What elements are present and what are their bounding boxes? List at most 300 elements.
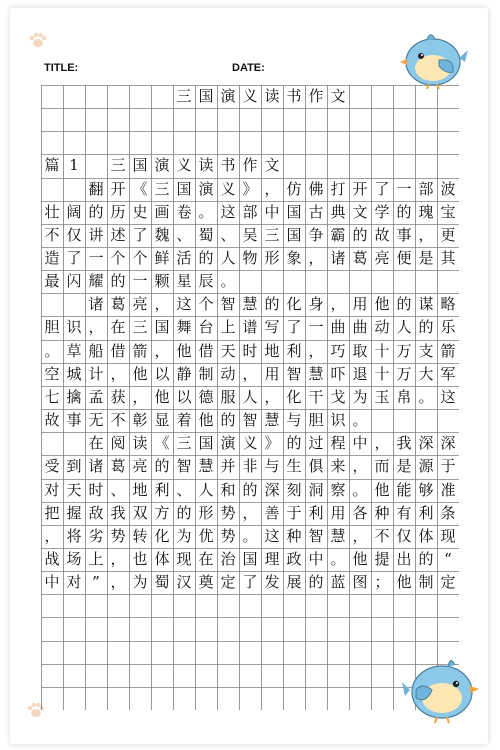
grid-char: 对 — [66, 573, 82, 592]
grid-char: 台 — [198, 318, 214, 337]
grid-char: 并 — [220, 457, 236, 476]
grid-char: 双 — [132, 503, 148, 522]
grid-char: ， — [44, 526, 60, 545]
grid-char: 于 — [440, 457, 456, 476]
grid-char: 体 — [418, 526, 434, 545]
grid-char: 动 — [220, 364, 236, 383]
grid-char: 了 — [374, 179, 390, 198]
grid-char: 无 — [88, 411, 104, 430]
grid-char: 在 — [88, 434, 104, 453]
grid-char: 卷 — [176, 202, 192, 221]
grid-char: 的 — [286, 434, 302, 453]
grid-char: 与 — [286, 411, 302, 430]
grid-char: 于 — [286, 503, 302, 522]
grid-char: 深 — [418, 434, 434, 453]
grid-char: 把 — [44, 503, 60, 522]
grid-char: 时 — [88, 480, 104, 499]
grid-char: 生 — [286, 457, 302, 476]
grid-char: 壮 — [44, 202, 60, 221]
grid-char: 和 — [220, 480, 236, 499]
grid-char: ， — [242, 503, 258, 522]
grid-char: 他 — [154, 387, 170, 406]
grid-char: 颗 — [154, 272, 170, 291]
grid-char: 乐 — [440, 318, 456, 337]
grid-char: 曲 — [352, 318, 368, 337]
grid-char: 化 — [286, 387, 302, 406]
grid-char: 国 — [198, 434, 214, 453]
grid-char: 。 — [198, 202, 214, 221]
grid-char: 略 — [440, 295, 456, 314]
grid-char: 演 — [220, 434, 236, 453]
grid-char: 波 — [440, 179, 456, 198]
grid-char: 争 — [308, 225, 324, 244]
grid-char: 戈 — [330, 387, 346, 406]
grid-char: 的 — [352, 225, 368, 244]
grid-char: 更 — [440, 225, 456, 244]
grid-char: 辰 — [198, 272, 214, 291]
grid-char: 星 — [176, 272, 192, 291]
grid-char: ， — [308, 249, 324, 268]
grid-char: 舞 — [176, 318, 192, 337]
grid-char: 他 — [132, 364, 148, 383]
grid-char: 用 — [264, 364, 280, 383]
grid-char: 服 — [220, 387, 236, 406]
grid-char: 治 — [220, 549, 236, 568]
grid-char: 势 — [220, 503, 236, 522]
grid-char: 人 — [220, 249, 236, 268]
grid-char: 事 — [66, 411, 82, 430]
grid-char: 述 — [110, 225, 126, 244]
grid-char: 历 — [110, 202, 126, 221]
grid-char: 大 — [418, 364, 434, 383]
grid-char: 够 — [418, 480, 434, 499]
grid-char: 了 — [286, 318, 302, 337]
grid-char: 这 — [220, 202, 236, 221]
grid-char: 智 — [286, 364, 302, 383]
grid-char: ， — [132, 387, 148, 406]
grid-char: 故 — [44, 411, 60, 430]
grid-char: 的 — [396, 202, 412, 221]
grid-char: 耀 — [88, 272, 104, 291]
grid-char: 显 — [154, 411, 170, 430]
grid-char: 用 — [352, 295, 368, 314]
grid-char: 草 — [66, 341, 82, 360]
writing-grid — [41, 85, 459, 710]
grid-char: 静 — [176, 364, 192, 383]
grid-char: 典 — [330, 202, 346, 221]
grid-char: 为 — [352, 387, 368, 406]
grid-char: 七 — [44, 387, 60, 406]
grid-char: 他 — [198, 411, 214, 430]
grid-char: 势 — [110, 526, 126, 545]
grid-char: 智 — [176, 457, 192, 476]
grid-char: 写 — [264, 318, 280, 337]
grid-char: 天 — [66, 480, 82, 499]
grid-char: ， — [330, 295, 346, 314]
grid-char: 仿 — [286, 179, 302, 198]
grid-char: 。 — [330, 549, 346, 568]
grid-char: 瑰 — [418, 202, 434, 221]
grid-char: 三 — [264, 225, 280, 244]
grid-char: 城 — [66, 364, 82, 383]
grid-char: 谋 — [418, 295, 434, 314]
grid-char: 他 — [352, 549, 368, 568]
grid-char: 奠 — [198, 573, 214, 592]
grid-char: 化 — [154, 526, 170, 545]
grid-char: 佛 — [308, 179, 324, 198]
grid-char: 是 — [418, 249, 434, 268]
grid-char: 故 — [374, 225, 390, 244]
grid-char: 这 — [176, 295, 192, 314]
grid-char: 、 — [110, 480, 126, 499]
grid-char: 是 — [396, 457, 412, 476]
grid-char: 》 — [264, 434, 280, 453]
grid-char: 军 — [440, 364, 456, 383]
grid-char: 十 — [374, 364, 390, 383]
grid-char: 国 — [176, 179, 192, 198]
grid-char: 物 — [242, 249, 258, 268]
grid-char: 优 — [198, 526, 214, 545]
grid-char: 书 — [286, 87, 302, 105]
grid-char: 仅 — [66, 225, 82, 244]
date-label: DATE: — [232, 62, 265, 74]
grid-char: 打 — [330, 179, 346, 198]
grid-char: ； — [374, 573, 390, 592]
grid-char: 开 — [352, 179, 368, 198]
grid-char: 上 — [220, 318, 236, 337]
grid-char: 个 — [132, 249, 148, 268]
grid-char: 而 — [374, 457, 390, 476]
grid-char: 了 — [132, 225, 148, 244]
grid-char: 人 — [198, 480, 214, 499]
grid-char: 读 — [198, 156, 214, 175]
grid-char: 文 — [352, 202, 368, 221]
grid-char: 的 — [264, 295, 280, 314]
grid-char: 制 — [198, 364, 214, 383]
grid-char: ， — [264, 179, 280, 198]
grid-char: 取 — [352, 341, 368, 360]
grid-char: 图 — [352, 573, 368, 592]
grid-char: 地 — [264, 341, 280, 360]
grid-char: 洞 — [308, 480, 324, 499]
grid-char: 以 — [154, 364, 170, 383]
grid-char: 刻 — [286, 480, 302, 499]
grid-char: 善 — [264, 503, 280, 522]
grid-char: 蓝 — [330, 573, 346, 592]
grid-char: ， — [110, 549, 126, 568]
grid-char: 劣 — [88, 526, 104, 545]
grid-char: 握 — [66, 503, 82, 522]
grid-char: 演 — [154, 156, 170, 175]
grid-char: 程 — [330, 434, 346, 453]
grid-char: 的 — [88, 202, 104, 221]
grid-char: 葛 — [110, 457, 126, 476]
paw-icon — [28, 30, 48, 50]
grid-char: ， — [154, 341, 170, 360]
grid-char: 彰 — [132, 411, 148, 430]
grid-char: ， — [418, 225, 434, 244]
grid-char: 读 — [264, 87, 280, 105]
grid-char: 定 — [440, 573, 456, 592]
grid-text — [41, 85, 459, 710]
grid-char: 箭 — [440, 341, 456, 360]
grid-char: ， — [308, 341, 324, 360]
grid-char: 亮 — [132, 457, 148, 476]
grid-char: 学 — [374, 202, 390, 221]
grid-char: 曲 — [330, 318, 346, 337]
grid-char: 深 — [440, 434, 456, 453]
grid-char: 慧 — [264, 411, 280, 430]
grid-char: 化 — [286, 295, 302, 314]
grid-char: 为 — [132, 573, 148, 592]
grid-char: 便 — [396, 249, 412, 268]
grid-char: 人 — [396, 318, 412, 337]
grid-char: 不 — [110, 411, 126, 430]
grid-char: 吴 — [242, 225, 258, 244]
grid-char: 智 — [220, 295, 236, 314]
grid-char: 、 — [176, 225, 192, 244]
grid-char: 的 — [418, 549, 434, 568]
grid-char: 活 — [176, 249, 192, 268]
grid-char: 汉 — [176, 573, 192, 592]
grid-char: 形 — [198, 503, 214, 522]
grid-char: 现 — [176, 549, 192, 568]
grid-char: 国 — [286, 225, 302, 244]
grid-char: 受 — [44, 457, 60, 476]
grid-char: 慧 — [242, 295, 258, 314]
grid-char: 过 — [308, 434, 324, 453]
grid-char: 利 — [308, 503, 324, 522]
grid-char: 国 — [154, 318, 170, 337]
grid-char: 三 — [110, 156, 126, 175]
grid-char: 巧 — [330, 341, 346, 360]
bird-icon — [397, 28, 469, 90]
grid-char: 利 — [418, 503, 434, 522]
grid-char: 一 — [396, 179, 412, 198]
grid-char: 空 — [44, 364, 60, 383]
grid-char: 画 — [154, 202, 170, 221]
grid-char: 源 — [418, 457, 434, 476]
grid-char: 亮 — [374, 249, 390, 268]
grid-char: 箭 — [132, 341, 148, 360]
grid-char: “ — [444, 549, 452, 568]
grid-char: 他 — [374, 480, 390, 499]
grid-char: 阔 — [66, 202, 82, 221]
grid-char: 的 — [418, 318, 434, 337]
grid-char: 退 — [352, 364, 368, 383]
grid-char: 战 — [44, 549, 60, 568]
grid-char: 孟 — [88, 387, 104, 406]
grid-char: 最 — [44, 272, 60, 291]
grid-char: 借 — [198, 341, 214, 360]
grid-char: 国 — [132, 156, 148, 175]
grid-char: 演 — [198, 179, 214, 198]
grid-char: 准 — [440, 480, 456, 499]
grid-char: 葛 — [110, 295, 126, 314]
grid-char: 提 — [374, 549, 390, 568]
grid-char: 的 — [220, 411, 236, 430]
grid-char: 德 — [198, 387, 214, 406]
grid-char: 船 — [88, 341, 104, 360]
grid-char: 蜀 — [154, 573, 170, 592]
grid-char: 识 — [330, 411, 346, 430]
grid-char: 帛 — [396, 387, 412, 406]
grid-char: 一 — [308, 318, 324, 337]
grid-char: 定 — [220, 573, 236, 592]
grid-char: 理 — [264, 549, 280, 568]
grid-char: 能 — [396, 480, 412, 499]
grid-char: 、 — [220, 225, 236, 244]
grid-char: 》 — [242, 179, 258, 198]
grid-char: 也 — [132, 549, 148, 568]
grid-char: 这 — [264, 526, 280, 545]
grid-char: 我 — [396, 434, 412, 453]
grid-char: 部 — [418, 179, 434, 198]
grid-char: 发 — [264, 573, 280, 592]
grid-char: 讲 — [88, 225, 104, 244]
grid-char: 我 — [110, 503, 126, 522]
grid-char: 文 — [330, 87, 346, 105]
grid-char: 在 — [110, 318, 126, 337]
grid-char: 转 — [132, 526, 148, 545]
grid-char: 翻 — [88, 179, 104, 198]
grid-char: 身 — [308, 295, 324, 314]
grid-char: 中 — [352, 434, 368, 453]
grid-char: ， — [110, 573, 126, 592]
grid-char: 义 — [176, 156, 192, 175]
grid-char: ， — [264, 387, 280, 406]
grid-char: 吓 — [330, 364, 346, 383]
grid-char: 展 — [286, 573, 302, 592]
grid-char: 霸 — [330, 225, 346, 244]
grid-char: 的 — [242, 480, 258, 499]
grid-char: 中 — [44, 573, 60, 592]
grid-char: 三 — [176, 434, 192, 453]
grid-char: 国 — [242, 549, 258, 568]
grid-char: 了 — [66, 249, 82, 268]
grid-char: 闪 — [66, 272, 82, 291]
grid-char: 读 — [132, 434, 148, 453]
grid-char: 的 — [396, 295, 412, 314]
grid-char: 义 — [242, 87, 258, 105]
grid-char: 种 — [286, 526, 302, 545]
grid-char: 的 — [308, 573, 324, 592]
grid-char: 察 — [330, 480, 346, 499]
grid-char: 宝 — [440, 202, 456, 221]
grid-char: 象 — [286, 249, 302, 268]
grid-char: 到 — [66, 457, 82, 476]
grid-char: 非 — [242, 457, 258, 476]
grid-char: ， — [110, 364, 126, 383]
grid-char: 着 — [176, 411, 192, 430]
grid-char: 。 — [418, 387, 434, 406]
grid-char: 葛 — [352, 249, 368, 268]
grid-char: 智 — [242, 411, 258, 430]
grid-char: 来 — [330, 457, 346, 476]
grid-char: 势 — [220, 526, 236, 545]
grid-char: 他 — [396, 573, 412, 592]
grid-char: 将 — [66, 526, 82, 545]
grid-char: 他 — [176, 341, 192, 360]
grid-char: 其 — [440, 249, 456, 268]
grid-char: 慧 — [198, 457, 214, 476]
grid-char: 一 — [132, 272, 148, 291]
grid-char: 为 — [176, 526, 192, 545]
grid-char: 种 — [374, 503, 390, 522]
grid-char: 阅 — [110, 434, 126, 453]
grid-char: 以 — [176, 387, 192, 406]
grid-char: 时 — [242, 341, 258, 360]
grid-char: 地 — [132, 480, 148, 499]
grid-char: 中 — [264, 202, 280, 221]
grid-char: 上 — [88, 549, 104, 568]
grid-char: 亮 — [132, 295, 148, 314]
grid-char: 擒 — [66, 387, 82, 406]
grid-char: 不 — [44, 225, 60, 244]
grid-char: 、 — [176, 480, 192, 499]
grid-char: ” — [92, 573, 100, 592]
grid-char: 史 — [132, 202, 148, 221]
grid-char: 形 — [264, 249, 280, 268]
grid-char: 仅 — [396, 526, 412, 545]
grid-char: 三 — [132, 318, 148, 337]
grid-char: 。 — [242, 526, 258, 545]
grid-char: ， — [154, 295, 170, 314]
grid-char: 敌 — [88, 503, 104, 522]
grid-char: 作 — [308, 87, 324, 105]
title-label: TITLE: — [44, 62, 79, 74]
grid-char: 义 — [242, 434, 258, 453]
grid-char: 获 — [110, 387, 126, 406]
grid-char: 对 — [44, 480, 60, 499]
grid-char: 万 — [396, 341, 412, 360]
grid-char: 篇 — [44, 156, 60, 175]
grid-char: 借 — [110, 341, 126, 360]
grid-char: 了 — [242, 573, 258, 592]
grid-char: 蜀 — [198, 225, 214, 244]
grid-char: 古 — [308, 202, 324, 221]
grid-char: 开 — [110, 179, 126, 198]
grid-char: ， — [88, 318, 104, 337]
grid-char: 的 — [154, 457, 170, 476]
grid-char: 慧 — [330, 526, 346, 545]
grid-char: 利 — [154, 480, 170, 499]
grid-char: 条 — [440, 503, 456, 522]
grid-char: 方 — [154, 503, 170, 522]
grid-char: 干 — [308, 387, 324, 406]
grid-char: 鲜 — [154, 249, 170, 268]
grid-char: 的 — [176, 503, 192, 522]
grid-char: 作 — [242, 156, 258, 175]
grid-char: ， — [352, 457, 368, 476]
grid-char: 诸 — [88, 457, 104, 476]
grid-char: 部 — [242, 202, 258, 221]
grid-char: 。 — [352, 411, 368, 430]
grid-char: 俱 — [308, 457, 324, 476]
grid-char: 慧 — [308, 364, 324, 383]
grid-char: 文 — [264, 156, 280, 175]
grid-char: 玉 — [374, 387, 390, 406]
grid-char: 的 — [110, 272, 126, 291]
grid-char: 《 — [154, 434, 170, 453]
grid-char: 义 — [220, 179, 236, 198]
grid-char: 三 — [154, 179, 170, 198]
grid-char: 政 — [286, 549, 302, 568]
grid-char: 人 — [242, 387, 258, 406]
grid-char: 不 — [374, 526, 390, 545]
grid-char: 场 — [66, 549, 82, 568]
grid-char: 造 — [44, 249, 60, 268]
